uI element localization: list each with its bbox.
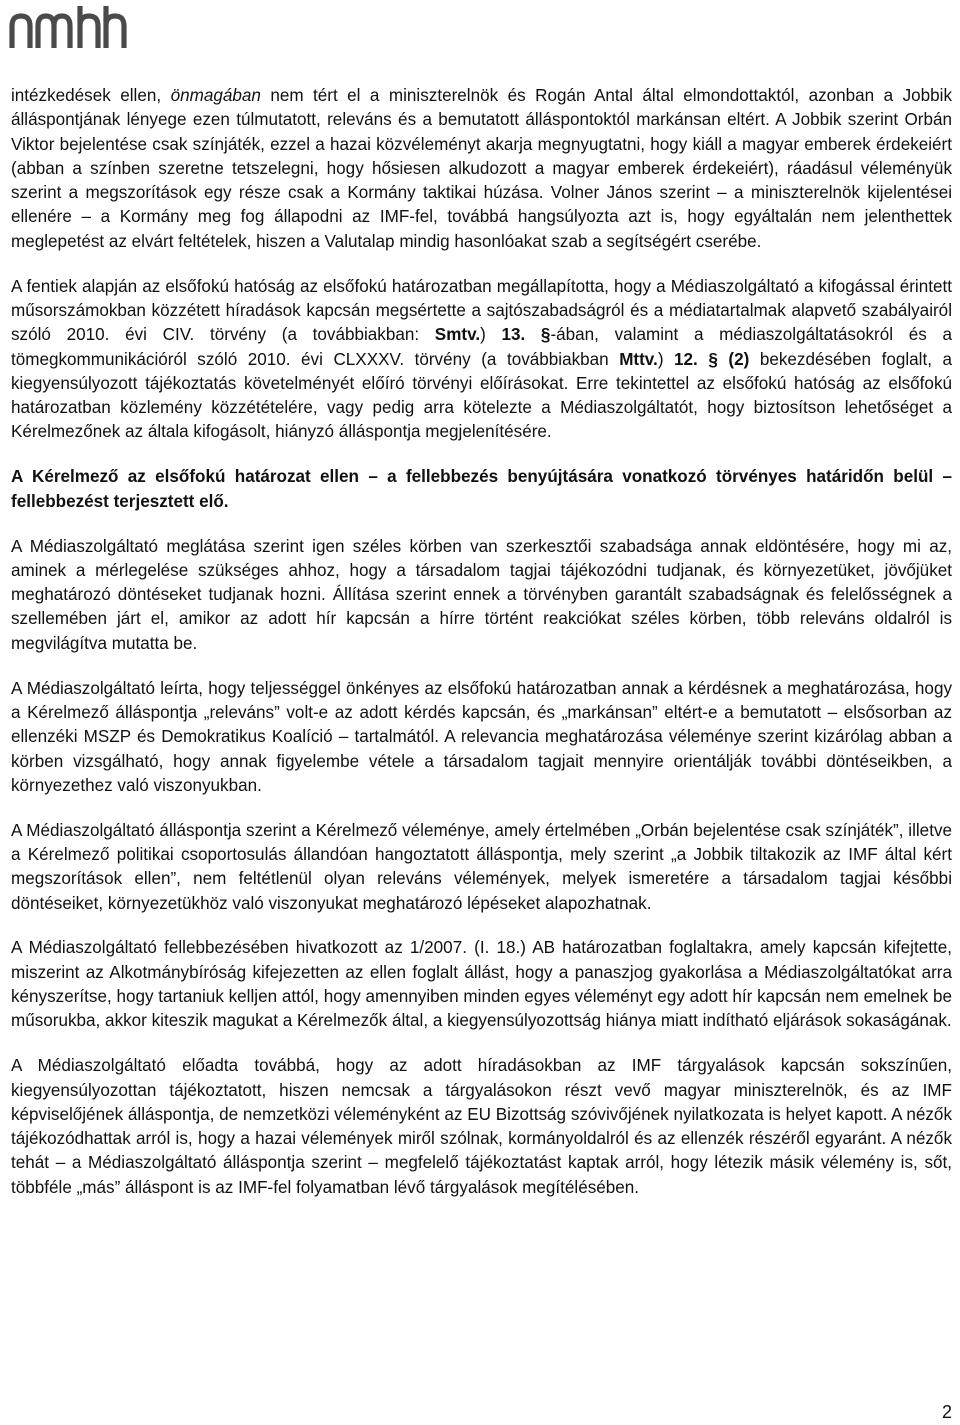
text-run: -ában, valamint a médiaszolgáltatásokról és a tömegkommunikációról szóló 2010. évi CLXXXV. törvény (a továbbiakban	[11, 325, 952, 369]
body-paragraph	[11, 275, 952, 445]
body-paragraph	[11, 535, 952, 656]
text-run: A fentiek alapján az elsőfokú hatóság az elsőfokú határozatban megállapította, hogy a Médiaszolgáltató a kifogással érintett műsorszámokban közzétett híradások kapcsán megsértette a sajtószabadságról és a médiatartalmak alapvető szabályairól szóló 2010. évi CIV. törvény (a továbbiakban:	[11, 276, 952, 345]
text-run: )	[480, 325, 502, 345]
text-run: A Médiaszolgáltató meglátása szerint igen széles körben van szerkesztői szabadsága annak eldöntésére, hogy mi az, aminek a mérlegelése szükséges ahhoz, hogy a társadalom tagjai tájékozódni tudjanak, és környezetüket, jövőjüket meghatározó döntéseket tudjanak hozni. Állítása szerint ennek a törvényben garantált szabadságnak és felelősségnek a szellemében járt el, amikor az adott hír kapcsán a hírre történt reakciókat széles körben, több releváns oldalról is megvilágítva mutatta be.	[11, 536, 952, 653]
text-run: A Médiaszolgáltató leírta, hogy teljességgel önkényes az elsőfokú határozatban annak a kérdésnek a meghatározása, hogy a Kérelmező álláspontja „releváns” volt-e az adott kérdés kapcsán, és „markánsan” eltért-e a bemutatott – elsősorban az ellenzéki MSZP és Demokratikus Koalíció – tartalmától. A relevancia meghatározása véleménye szerint kizárólag abban a körben vizsgálható, hogy annak figyelembe vétele a társadalom tagjait mennyire orientálják további döntéseikben, a környezethez való viszonyukban.	[11, 678, 952, 795]
body-paragraph	[11, 677, 952, 798]
text-run: A Médiaszolgáltató előadta továbbá, hogy az adott híradásokban az IMF tárgyalások kapcsán sokszínűen, kiegyensúlyozottan tájékoztatott, hiszen nemcsak a tárgyalásokon részt vevő magyar miniszterelnök, és az IMF képviselőjének álláspontja, de nemzetközi véleményként az EU Bizottság szóvivőjének nyilatkozata is helyet kapott. A nézők tájékozódhattak arról is, hogy a hazai vélemények miről szólnak, kormányoldalról és az ellenzék részéről egyaránt. A nézők tehát – a Médiaszolgáltató álláspontja szerint – megfelelő tájékoztatást kaptak arról, hogy létezik másik vélemény is, sőt, többféle „más” álláspont is az IMF-fel folyamatban lévő tárgyalások megítélésében.	[11, 1056, 952, 1197]
text-run: 12. § (2)	[674, 349, 750, 369]
section-heading	[11, 465, 952, 514]
text-run: önmagában	[170, 86, 261, 105]
body-paragraph	[11, 1054, 952, 1200]
text-run: )	[657, 349, 675, 369]
text-run: Mttv.	[619, 349, 658, 369]
text-run: A Médiaszolgáltató álláspontja szerint a Kérelmező véleménye, amely értelmében „Orbán bejelentése csak színjáték”, illetve a Kérelmező politikai csoportosulás állandóan hangoztatott álláspontja, mely szerint „a Jobbik tiltakozik az IMF által kért megszorítások ellen”, nem feltétlenül olyan releváns vélemények, melyek ismeretére a társadalom tagjai későbbi döntéseiket, környezetükhöz való viszonyukat meghatározó lépéseket alapozhatnak.	[11, 820, 952, 913]
text-run: intézkedések ellen,	[11, 86, 171, 105]
nmhh-logo-icon	[8, 2, 130, 50]
document-body	[11, 84, 952, 1221]
text-run: bekezdésében foglalt, a kiegyensúlyozott tájékoztatás követelményét előíró törvényi előírásokat. Erre tekintettel az elsőfokú hatóság az elsőfokú határozatban közlemény közzétételére, vagy pedig arra kötelezte a Médiaszolgáltatót, hogy biztosítson lehetőséget a Kérelmezőnek az általa kifogásolt, hiányzó álláspontja megjelenítésére.	[11, 349, 952, 442]
text-run: A Kérelmező az elsőfokú határozat ellen – a fellebbezés benyújtására vonatkozó törvényes határidőn belül – fellebbezést terjesztett elő.	[11, 467, 952, 511]
text-run: A Médiaszolgáltató fellebbezésében hivatkozott az 1/2007. (I. 18.) AB határozatban foglaltakra, amely kapcsán kifejtette, miszerint az Alkotmánybíróság kifejezetten az ellen foglalt állást, hogy a panaszjog gyakorlása a Médiaszolgáltatókat arra kényszerítse, hogy tartaniuk kelljen attól, hogy amennyiben minden egyes véleményt egy adott hír kapcsán nem emelnek be műsorukba, akkor kiteszik magukat a Kérelmezők által, a kiegyensúlyozottság hiánya miatt indítható eljárások sokaságának.	[11, 938, 952, 1031]
text-run: nem tért el a miniszterelnök és Rogán Antal által elmondottaktól, azonban a Jobbik álláspontjának lényege ezen túlmutatott, releváns és a bemutatott álláspontoktól markánsan eltért. A Jobbik szerint Orbán Viktor bejelentése csak színjáték, ezzel a hazai közvéleményt akarja megnyugtatni, hogy kiáll a magyar emberek érdekeiért (abban a színben szeretne tetszelegni, hogy hősiesen alkudozott a magyar emberek érdekeiért), ráadásul véleményük szerint a megszorítások egy része csak a Kormány taktikai húzása. Volner János szerint – a miniszterelnök kijelentései ellenére – a Kormány meg fog állapodni az IMF-fel, továbbá hangsúlyozta azt is, hogy egyáltalán nem jelenthettek meglepetést az elvárt feltételek, hiszen a Valutalap mindig hasonlóakat szab a segítségért cserébe.	[11, 86, 953, 251]
body-paragraph	[11, 84, 952, 254]
text-run: Smtv.	[434, 325, 481, 345]
page-number: 2	[941, 1402, 952, 1422]
body-paragraph	[11, 936, 952, 1033]
text-run: 13. §	[501, 325, 551, 345]
body-paragraph	[11, 819, 952, 916]
